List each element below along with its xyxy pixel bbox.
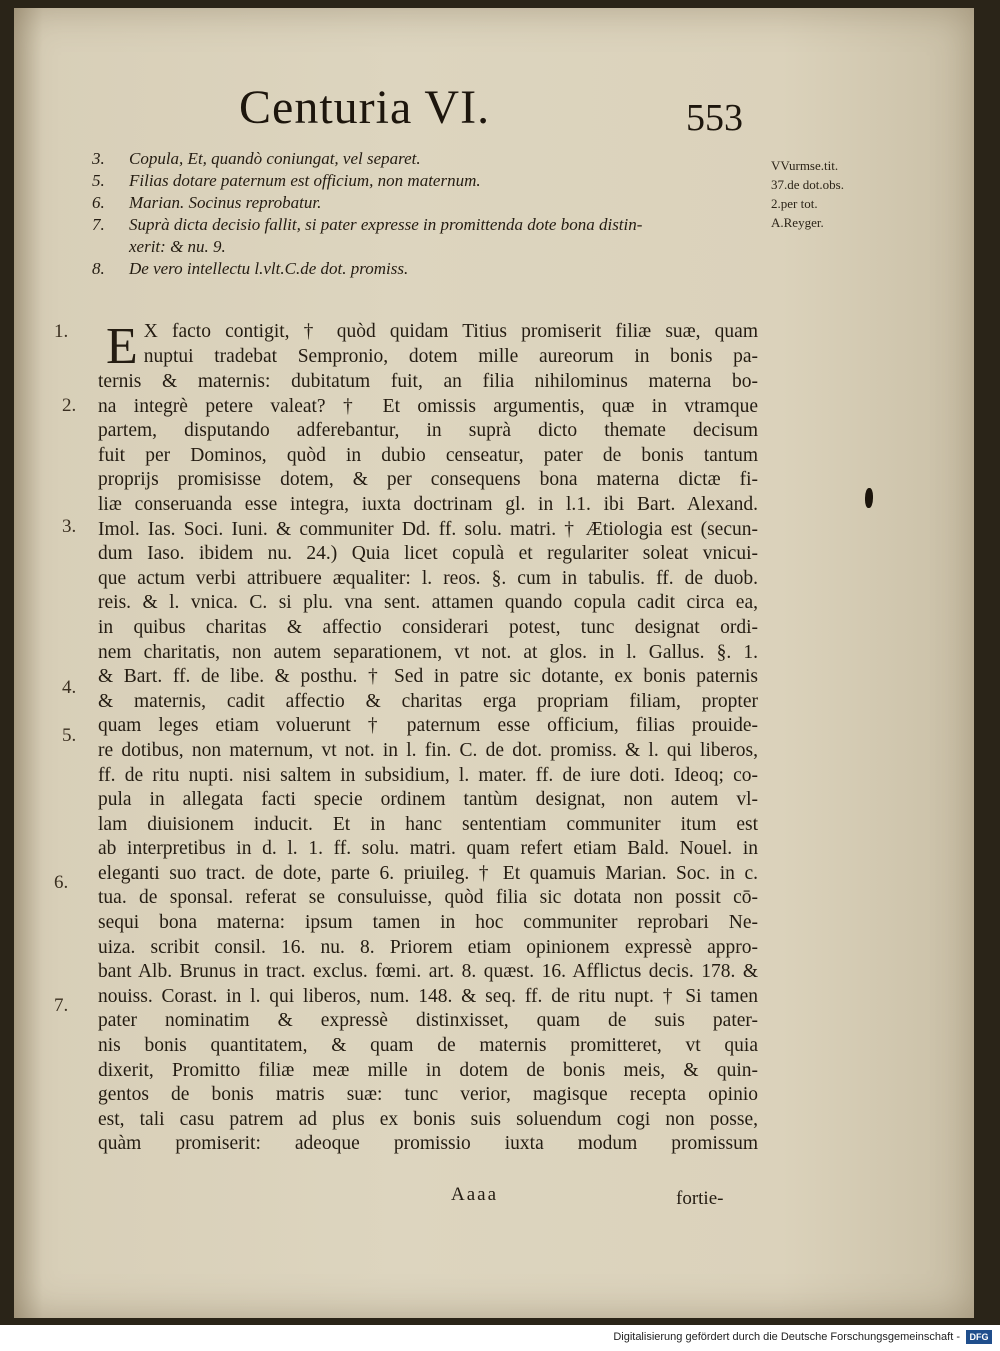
drop-capital: E bbox=[106, 318, 138, 375]
summary-item bbox=[92, 192, 772, 214]
margin-number: 2. bbox=[62, 395, 77, 416]
page-number: 553 bbox=[686, 97, 743, 139]
text-line: ff. de ritu nupti. nisi saltem in subsidium, l. mater. ff. de iure doti. Ideoq; co- bbox=[98, 764, 758, 786]
catchword: fortie- bbox=[676, 1188, 724, 1209]
margin-note-line: 2.per tot. bbox=[771, 196, 818, 211]
margin-number: 3. bbox=[62, 516, 77, 537]
summary-item bbox=[92, 214, 772, 236]
text-line: ternis & maternis: dubitatum fuit, an filia nihilominus materna bo- bbox=[98, 371, 758, 392]
summary-item bbox=[92, 236, 772, 258]
margin-note bbox=[771, 156, 881, 232]
margin-note-line: 37.de dot.obs. bbox=[771, 177, 844, 192]
text-line: in quibus charitas & affectio considerari potest, tunc designat ordi- bbox=[98, 616, 758, 638]
text-line: que actum verbi attribuere æqualiter: l. reos. §. cum in tabulis. ff. de duob. bbox=[98, 567, 758, 589]
text-line: pula in allegata facti specie ordinem tantùm designat, non autem vl- bbox=[98, 789, 758, 811]
text-line: re dotibus, non maternum, vt not. in l. fin. C. de dot. promiss. & l. qui liberos, bbox=[98, 739, 758, 761]
margin-number: 7. bbox=[54, 995, 69, 1016]
text-line: & maternis, cadit affectio & charitas erga propriam filiam, propter bbox=[98, 690, 758, 712]
text-line: & Bart. ff. de libe. & posthu. † Sed in patre sic dotante, ex bonis paternis bbox=[98, 666, 758, 688]
text-line: na integrè petere valeat? † Et omissis argumentis, quæ in vtramque bbox=[98, 395, 758, 417]
text-line: fuit per Dominos, quòd in dubio censeatur, pater de bonis tantum bbox=[98, 444, 758, 466]
summary-number: 3. bbox=[92, 149, 105, 168]
text-line: sequi bona materna: ipsum tamen in hoc communiter reprobari Ne- bbox=[98, 912, 758, 934]
text-line: partem, disputando adferebantur, in suprà dicto themate decisum bbox=[98, 420, 758, 442]
text-line: reis. & l. vnica. C. si plu. vna sent. attamen quando copula cadit circa ea, bbox=[98, 592, 758, 614]
margin-note-line: VVurmse.tit. bbox=[771, 158, 839, 173]
summary-text: xerit: & nu. 9. bbox=[129, 237, 226, 256]
summary-number: 7. bbox=[92, 215, 105, 234]
text-line: bant Alb. Brunus in tract. exclus. fœmi. art. 8. quæst. 16. Afflictus decis. 178. & bbox=[98, 961, 758, 983]
ink-blot bbox=[865, 488, 873, 508]
summary-text: Copula, Et, quandò coniungat, vel separet. bbox=[129, 149, 421, 168]
summary-number: 6. bbox=[92, 193, 105, 212]
text-line: quàm promiserit: adeoque promissio iuxta modum promissum bbox=[98, 1133, 758, 1155]
footer-bar bbox=[0, 1325, 1000, 1351]
text-line: uiza. scribit consil. 16. nu. 8. Priorem etiam opinionem expressè appro- bbox=[98, 936, 758, 958]
summary-item bbox=[92, 170, 772, 192]
book-page bbox=[14, 8, 974, 1318]
body-text bbox=[98, 320, 758, 1157]
summary-number bbox=[92, 236, 129, 258]
margin-number: 4. bbox=[62, 677, 77, 698]
text-line: tua. de sponsal. referat se consuluisse, quòd filia sic dotata non possit cō- bbox=[98, 887, 758, 909]
text-line: gentos de bonis matris suæ: tunc verior, magisque recepta opinio bbox=[98, 1084, 758, 1106]
summary-number: 5. bbox=[92, 171, 105, 190]
text-line: lam diuisionem inducit. Et in hanc sententiam communiter itum est bbox=[98, 813, 758, 835]
text-line: dixerit, Promitto filiæ meæ mille in dotem de bonis meis, & quin- bbox=[98, 1059, 758, 1081]
margin-number: 1. bbox=[54, 321, 69, 342]
summary-text: Filias dotare paternum est officium, non maternum. bbox=[129, 171, 481, 190]
signature-mark: Aaaa bbox=[451, 1184, 499, 1205]
margin-number: 5. bbox=[62, 725, 77, 746]
text-line: nem charitatis, non autem separationem, vt not. at glos. in l. Gallus. §. 1. bbox=[98, 641, 758, 663]
text-line: pater nominatim & expressè distinxisset, quam de suis pater- bbox=[98, 1010, 758, 1032]
summary-text: De vero intellectu l.vlt.C.de dot. promiss. bbox=[129, 259, 409, 278]
summary-text: Marian. Socinus reprobatur. bbox=[129, 193, 322, 212]
summary-number: 8. bbox=[92, 259, 105, 278]
footer-credit: Digitalisierung gefördert durch die Deutsche Forschungsgemeinschaft - bbox=[613, 1331, 960, 1343]
summary-text: Suprà dicta decisio fallit, si pater expresse in promittenda dote bona distin- bbox=[129, 215, 643, 234]
text-line: dum Iaso. ibidem nu. 24.) Quia licet copulà et regulariter soleat vnicui- bbox=[98, 543, 758, 565]
text-line: Imol. Ias. Soci. Iuni. & communiter Dd. ff. solu. matri. † Ætiologia est (secun- bbox=[98, 518, 758, 540]
text-line: quam leges etiam voluerunt † paternum esse officium, filias prouide- bbox=[98, 715, 758, 737]
text-line: eleganti suo tract. de dote, parte 6. priuileg. † Et quamuis Marian. Soc. in c. bbox=[98, 862, 758, 884]
text-line: nuptui tradebat Sempronio, dotem mille aureorum in bonis pa- bbox=[143, 345, 758, 367]
margin-note-line: A.Reyger. bbox=[771, 215, 824, 230]
text-line: nouiss. Corast. in l. qui liberos, num. 148. & seq. ff. de ritu nupt. † Si tamen bbox=[98, 985, 758, 1007]
text-line: nis bonis quantitatem, & quam de maternis promitteret, vt quia bbox=[98, 1035, 758, 1057]
margin-number: 6. bbox=[54, 872, 69, 893]
text-line: proprijs promisisse dotem, & per consequens bona materna dictæ fi- bbox=[98, 469, 758, 491]
text-line: liæ conseruanda esse integra, iuxta doctrinam gl. in l.1. ibi Bart. Alexand. bbox=[98, 493, 758, 515]
chapter-summary bbox=[92, 148, 772, 280]
summary-item bbox=[92, 148, 772, 170]
summary-item bbox=[92, 258, 772, 280]
text-line: est, tali casu patrem ad plus ex bonis suis soluendum cogi non posse, bbox=[98, 1108, 758, 1130]
text-line: ab interpretibus in d. l. 1. ff. solu. matri. quam refert etiam Bald. Nouel. in bbox=[98, 838, 758, 860]
dfg-logo: DFG bbox=[966, 1330, 992, 1344]
running-head: Centuria VI. bbox=[239, 81, 491, 134]
text-line: X facto contigit, † quòd quidam Titius promiserit filiæ suæ, quam bbox=[143, 321, 758, 342]
